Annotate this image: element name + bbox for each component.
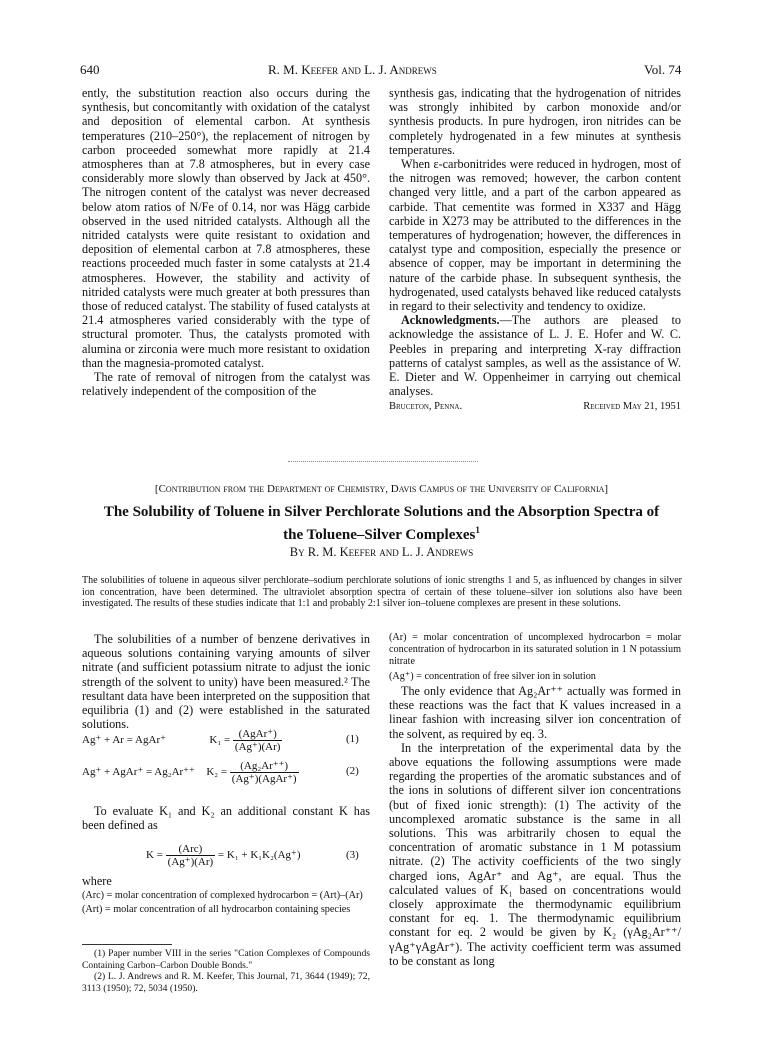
- def-arc: (Arc) = molar concentration of complexed hydrocarbon = (Art)–(Ar): [82, 890, 363, 901]
- k-intro-text: To evaluate K₁ and K₂ an additional constant K has been defined as: [82, 804, 370, 833]
- eq1-k: K₁ =: [209, 734, 231, 747]
- title-line-2: the Toluene–Silver Complexes: [283, 527, 476, 543]
- eq3-number: (3): [346, 849, 359, 861]
- prev-left-paragraph: ently, the substitution reaction also occurs during the synthesis, but concomitantly with oxidation of the catalyst and deposition of elemental carbon. At synthesis temperatures (210–250°), the replacement of nitrogen by carbon proceeded somewhat more rapidly at 21.4 atmospheres than at 7.8 atmospheres, but in every case considerably more slowly than observed by Jack at 450°. The nitrogen content of the catalyst was never decreased below atom ratios of N/Fe of 0.14, nor was Hägg carbide observed in the used nitrided catalysts. Although all the nitrided catalysts were quite resistant to oxidation and deposition of elemental carbon at 7.8 atmospheres, these reactions proceeded much faster in some catalysts at 21.4 atmospheres. However, the stability and activity of nitrided catalysts were much greater at both pressures than those of reduced catalyst. The stability of fused catalysts at 21.4 atmospheres varied considerably with the type of structural promoter. Thus, the catalysts promoted with alumina or zirconia were much more resistant to oxidation than the magnesia-promoted catalyst.: [82, 86, 370, 370]
- eq3-rhs: = K₁ + K₁K₂(Ag⁺): [217, 849, 301, 862]
- acknowledgments: [389, 313, 681, 398]
- location: Bruceton, Penna.: [389, 401, 463, 413]
- eq2-number: (2): [346, 765, 359, 777]
- eq2-fraction: [230, 760, 299, 785]
- contribution-line: [Contribution from the Department of Chemistry, Davis Campus of the University of California]: [154, 483, 609, 495]
- signoff: [389, 400, 681, 416]
- right-body: [389, 684, 681, 968]
- intro-paragraph: [82, 632, 370, 731]
- right-paragraph-1: The only evidence that Ag₂Ar⁺⁺ actually was formed in these reactions was the fact that K values increased in a linear fashion with increasing silver ion concentration of the solvent, as required by eq. 3.: [389, 684, 681, 741]
- volume-label: Vol. 74: [644, 62, 682, 77]
- eq1-denominator: (Ag⁺)(Ar): [234, 741, 281, 753]
- def-art: (Art) = molar concentration of all hydrocarbon containing species: [82, 904, 351, 915]
- definitions-right: [389, 632, 681, 683]
- eq2-lhs: Ag⁺ + AgAr⁺ = Ag₂Ar⁺⁺: [82, 766, 195, 779]
- eq3-denominator: (Ag⁺)(Ar): [167, 856, 214, 868]
- prev-left-column: [82, 86, 370, 398]
- eq1-number: (1): [346, 733, 359, 745]
- abstract: The solubilities of toluene in aqueous silver perchlorate–sodium perchlorate solutions of ionic strengths 1 and 5, as influenced by changes in silver ion concentration, have been determined. The ultraviolet absorption spectra of certain of these toluene–silver ion solutions also have been investigated. The results of these studies indicate that 1:1 and probably 2:1 silver ion–toluene complexes are present in these solutions.: [82, 575, 682, 609]
- ack-heading: Acknowledgments.: [401, 313, 500, 328]
- right-paragraph-2: In the interpretation of the experimental data by the above equations the following assumptions were made regarding the properties of the aromatic substances and of the ions in solutions of different silver ion concentrations (but of fixed ionic strength): (1) The activity of the uncomplexed aromatic substance is the same in all solutions. This was arbitrarily chosen to equal the concentration of aromatic substance in 1 M potassium nitrate. (2) The activity coefficients of the two singly charged ions, AgAr⁺ and Ag⁺, are equal. Thus the calculated values of K₁ based on concentrations would closely approximate the thermodynamic equilibrium constant for eq. 1. The thermodynamic equilibrium constant for eq. 2 would be given by K₂ (γAg₂Ar⁺⁺/γAg⁺γAgAr⁺). The activity coefficient term was assumed to be constant as long: [389, 740, 681, 968]
- prev-left-paragraph: The rate of removal of nitrogen from the catalyst was relatively independent of the composition of the: [82, 370, 370, 399]
- def-ar: (Ar) = molar concentration of uncomplexed hydrocarbon = molar concentration of hydrocarbon in its saturated solution in 1 N potassium nitrate: [389, 632, 681, 667]
- equation-3: [146, 843, 301, 868]
- ack-text: —The authors are pleased to acknowledge the assistance of L. J. E. Hofer and W. C. Peebles in preparing and interpreting X-ray diffraction patterns of catalyst samples, as well as the assistance of W. E. Dieter and W. Oppenheimer in carrying out chemical analyses.: [389, 313, 681, 399]
- definitions-left: [82, 890, 370, 916]
- footnote-2: (2) L. J. Andrews and R. M. Keefer, This Journal, 71, 3644 (1949); 72, 3113 (1950); 72, 5034 (1950).: [82, 971, 370, 994]
- prev-right-column: [389, 86, 681, 416]
- byline: By R. M. Keefer and L. J. Andrews: [289, 545, 474, 559]
- footnote-1: (1) Paper number VIII in the series "Cation Complexes of Compounds Containing Carbon–Carbon Double Bonds.": [82, 948, 370, 971]
- prev-right-paragraph: synthesis gas, indicating that the hydrogenation of nitrides was strongly inhibited by carbon monoxide and/or synthesis products. In pure hydrogen, iron nitrides can be completely hydrogenated in a few minutes at synthesis temperatures.: [389, 86, 681, 157]
- eq1-lhs: Ag⁺ + Ar = AgAr⁺: [82, 734, 166, 747]
- footnotes: [82, 948, 370, 994]
- article-title: [50, 503, 713, 544]
- k-intro-paragraph: [82, 804, 370, 832]
- def-ag: (Ag⁺) = concentration of free silver ion in solution: [389, 671, 596, 682]
- title-footnote-mark: 1: [475, 525, 480, 535]
- section-divider: [288, 461, 478, 462]
- eq2-denominator: (Ag⁺)(AgAr⁺): [231, 773, 297, 785]
- eq1-fraction: [233, 728, 283, 753]
- running-title: R. M. Keefer and L. J. Andrews: [268, 62, 437, 77]
- eq2-k: K₂ =: [206, 766, 228, 779]
- eq3-fraction: [166, 843, 216, 868]
- eq3-numerator: (Arc): [166, 843, 216, 856]
- eq1-numerator: (AgAr⁺): [233, 728, 283, 741]
- equation-2: [82, 760, 299, 785]
- equation-1: [82, 728, 282, 753]
- intro-text: The solubilities of a number of benzene derivatives in aqueous solutions containing varying amounts of silver nitrate (and sufficient potassium nitrate to adjust the ionic strength of the solvent to unity) have been measured.² The resultant data have been interpreted on the supposition that equilibria (1) and (2) were established in the saturated solutions.: [82, 632, 370, 732]
- eq2-numerator: (Ag₂Ar⁺⁺): [230, 760, 299, 773]
- eq3-k: K =: [146, 849, 163, 862]
- footnote-rule: [82, 944, 172, 945]
- title-line-1: The Solubility of Toluene in Silver Perchlorate Solutions and the Absorption Spectra of: [103, 504, 660, 520]
- received-date: Received May 21, 1951: [583, 401, 681, 413]
- where-label: where: [82, 874, 112, 888]
- prev-right-paragraph: When ε-carbonitrides were reduced in hydrogen, most of the nitrogen was removed; however, the carbon content changed very little, and a part of the carbon appeared as carbide. That cementite was formed in X337 and Hägg carbide in X273 may be attributed to the differences in the temperatures of hydrogenation; however, the differences in catalyst type and composition, especially the presence or absence of copper, may be important in determining the nature of the carbide phase. In subsequent synthesis, the hydrogenated, used catalysts behaved like reduced catalysts in regard to their selectivity and tendency to oxidize.: [389, 157, 681, 314]
- page-number: 640: [80, 62, 100, 77]
